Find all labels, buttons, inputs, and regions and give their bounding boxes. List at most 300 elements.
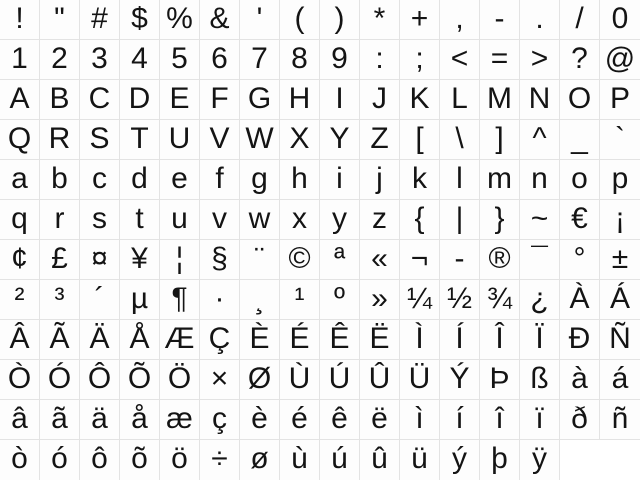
glyph: Ò [7,361,32,395]
glyph-cell[interactable] [40,360,80,400]
glyph-cell[interactable] [80,160,120,200]
glyph: ¨ [254,241,265,275]
glyph-cell[interactable] [400,280,440,320]
glyph: ü [411,442,428,475]
glyph-cell[interactable] [520,360,560,400]
glyph-cell[interactable] [40,200,80,240]
glyph: Â [9,321,30,355]
glyph-cell[interactable] [80,360,120,400]
glyph: Õ [127,361,152,395]
glyph-cell[interactable] [240,440,280,480]
glyph-cell[interactable] [560,200,600,240]
glyph-cell[interactable] [520,440,560,480]
glyph-cell[interactable] [120,400,160,440]
glyph-cell[interactable] [80,440,120,480]
glyph: õ [131,442,148,475]
glyph-cell[interactable] [560,280,600,320]
glyph-cell[interactable] [360,160,400,200]
glyph: & [209,1,230,35]
glyph: J [372,81,387,115]
glyph: y [332,201,347,235]
glyph-cell[interactable] [0,400,40,440]
glyph-cell[interactable] [600,80,640,120]
glyph: 0 [611,1,629,35]
glyph-cell[interactable] [400,400,440,440]
glyph: 2 [51,41,68,75]
glyph: § [211,241,228,275]
glyph-cell[interactable] [560,160,600,200]
glyph: ³ [54,281,65,315]
glyph-cell[interactable] [160,240,200,280]
glyph-cell[interactable] [520,160,560,200]
glyph-cell[interactable] [200,400,240,440]
glyph-cell[interactable] [200,360,240,400]
glyph-cell[interactable] [480,200,520,240]
glyph-cell[interactable] [160,280,200,320]
glyph: Ã [49,321,70,355]
glyph-cell[interactable] [320,320,360,360]
glyph: È [249,321,270,355]
glyph: , [455,1,464,35]
glyph-cell[interactable] [240,40,280,80]
glyph: { [414,201,425,235]
glyph-cell[interactable] [600,280,640,320]
glyph: Ù [288,361,311,395]
glyph-cell[interactable] [120,320,160,360]
glyph-cell[interactable] [400,0,440,40]
glyph-cell[interactable] [440,160,480,200]
glyph: Ì [415,321,424,355]
glyph-cell[interactable] [120,440,160,480]
glyph: Ç [208,321,231,355]
glyph-cell[interactable] [200,320,240,360]
glyph: ß [530,361,549,395]
glyph-cell[interactable] [120,200,160,240]
glyph-row [0,200,640,240]
glyph: l [456,161,463,195]
glyph-cell[interactable] [40,80,80,120]
glyph: ~ [530,201,549,235]
glyph-cell[interactable] [200,440,240,480]
glyph: Û [368,361,391,395]
glyph-cell[interactable] [320,80,360,120]
glyph-cell[interactable] [600,160,640,200]
glyph: M [487,81,512,115]
glyph-cell[interactable] [480,240,520,280]
glyph-cell[interactable] [400,200,440,240]
glyph-cell[interactable] [440,400,480,440]
glyph-cell[interactable] [240,160,280,200]
glyph-cell[interactable] [120,160,160,200]
glyph: Æ [164,321,195,355]
glyph-row [0,400,640,440]
glyph: R [48,121,71,155]
glyph: Ý [449,361,470,395]
glyph-cell[interactable] [520,240,560,280]
glyph-cell[interactable] [280,320,320,360]
glyph-cell[interactable] [280,0,320,40]
glyph-cell[interactable] [280,240,320,280]
glyph: ø [250,442,269,475]
glyph-cell[interactable] [400,120,440,160]
glyph: ÿ [532,442,547,475]
glyph-cell[interactable] [560,120,600,160]
glyph: â [11,401,28,435]
glyph-cell[interactable] [240,80,280,120]
glyph-cell[interactable] [440,320,480,360]
glyph-cell[interactable] [0,360,40,400]
glyph-cell[interactable] [160,320,200,360]
glyph-cell[interactable] [320,0,360,40]
glyph-cell[interactable] [320,240,360,280]
glyph-cell[interactable] [200,120,240,160]
glyph-cell[interactable] [480,160,520,200]
glyph-cell[interactable] [400,360,440,400]
glyph-cell[interactable] [120,40,160,80]
glyph-cell[interactable] [360,280,400,320]
glyph-cell[interactable] [600,320,640,360]
glyph: H [288,81,311,115]
glyph-cell[interactable] [360,0,400,40]
glyph-cell[interactable] [40,400,80,440]
glyph: t [135,201,144,235]
glyph: 9 [331,41,348,75]
glyph-cell[interactable] [200,240,240,280]
glyph: À [569,281,590,315]
glyph-row [0,0,640,40]
glyph-cell[interactable] [480,360,520,400]
glyph-cell[interactable] [80,320,120,360]
glyph-cell[interactable] [440,440,480,480]
glyph-cell[interactable] [80,120,120,160]
glyph-cell[interactable] [120,0,160,40]
glyph-cell[interactable] [320,360,360,400]
glyph-cell[interactable] [200,160,240,200]
glyph-cell[interactable] [280,80,320,120]
glyph-cell[interactable] [480,40,520,80]
glyph-cell[interactable] [320,400,360,440]
glyph: ¢ [11,241,28,275]
glyph: Y [329,121,350,155]
glyph: Ä [89,321,110,355]
glyph-cell[interactable] [560,320,600,360]
glyph: ì [415,401,424,435]
glyph-cell[interactable] [80,280,120,320]
empty-cell [600,440,640,480]
glyph-cell[interactable] [520,320,560,360]
glyph-cell[interactable] [240,120,280,160]
glyph: o [571,161,588,195]
glyph-cell[interactable] [360,400,400,440]
glyph: ° [573,241,586,275]
glyph-cell[interactable] [280,40,320,80]
glyph-cell[interactable] [0,200,40,240]
glyph-cell[interactable] [600,40,640,80]
glyph-cell[interactable] [120,120,160,160]
glyph: 5 [171,41,188,75]
glyph-cell[interactable] [440,80,480,120]
glyph: ' [256,1,263,35]
glyph-cell[interactable] [560,360,600,400]
glyph-cell[interactable] [480,440,520,480]
glyph: á [611,361,629,395]
glyph-cell[interactable] [600,360,640,400]
glyph-cell[interactable] [80,240,120,280]
empty-cell [560,440,600,480]
glyph-cell[interactable] [80,40,120,80]
glyph: D [128,81,151,115]
glyph: ý [452,442,467,475]
glyph-cell[interactable] [0,280,40,320]
glyph: c [92,161,107,195]
glyph-cell[interactable] [320,40,360,80]
glyph-cell[interactable] [240,400,280,440]
glyph: ö [171,442,188,475]
glyph-cell[interactable] [360,320,400,360]
glyph-cell[interactable] [0,240,40,280]
glyph: ä [91,401,108,435]
glyph: Á [609,281,630,315]
glyph: T [130,121,149,155]
glyph-cell[interactable] [480,280,520,320]
glyph: ¯ [531,241,548,275]
glyph-cell[interactable] [560,400,600,440]
glyph: I [335,81,344,115]
glyph-cell[interactable] [0,320,40,360]
glyph: © [288,241,311,275]
glyph-cell[interactable] [400,440,440,480]
glyph-cell[interactable] [40,160,80,200]
glyph-cell[interactable] [80,400,120,440]
glyph: ç [212,401,227,435]
glyph-cell[interactable] [160,0,200,40]
glyph-cell[interactable] [280,200,320,240]
glyph-cell[interactable] [520,80,560,120]
glyph-row [0,160,640,200]
glyph-cell[interactable] [360,120,400,160]
glyph: ó [51,442,68,475]
glyph: w [248,201,271,235]
glyph-cell[interactable] [200,0,240,40]
glyph-cell[interactable] [440,0,480,40]
glyph-cell[interactable] [40,40,80,80]
glyph-cell[interactable] [160,160,200,200]
glyph: ¥ [131,241,148,275]
glyph: Ö [167,361,192,395]
glyph-cell[interactable] [320,120,360,160]
glyph-cell[interactable] [280,280,320,320]
glyph: Ú [328,361,351,395]
glyph: Ø [247,361,272,395]
glyph-cell[interactable] [40,320,80,360]
glyph-cell[interactable] [0,80,40,120]
glyph-cell[interactable] [520,280,560,320]
glyph-cell[interactable] [440,360,480,400]
glyph: ¸ [254,281,265,315]
glyph-cell[interactable] [320,440,360,480]
glyph-cell[interactable] [600,120,640,160]
glyph-cell[interactable] [0,40,40,80]
glyph-cell[interactable] [280,400,320,440]
glyph-cell[interactable] [360,40,400,80]
glyph-cell[interactable] [320,200,360,240]
glyph-cell[interactable] [520,400,560,440]
glyph-cell[interactable] [520,120,560,160]
glyph-cell[interactable] [240,0,280,40]
glyph-cell[interactable] [360,80,400,120]
glyph-cell[interactable] [160,80,200,120]
glyph-cell[interactable] [440,40,480,80]
glyph-cell[interactable] [0,160,40,200]
glyph-cell[interactable] [360,440,400,480]
glyph-cell[interactable] [400,240,440,280]
glyph: _ [571,121,588,155]
glyph-cell[interactable] [400,40,440,80]
glyph: h [291,161,308,195]
glyph: ª [333,241,346,275]
glyph-cell[interactable] [560,0,600,40]
glyph: q [11,201,28,235]
glyph-cell[interactable] [0,0,40,40]
glyph-cell[interactable] [480,0,520,40]
glyph: þ [491,442,508,475]
glyph-cell[interactable] [280,440,320,480]
glyph: - [454,241,465,275]
glyph-cell[interactable] [240,360,280,400]
glyph: · [214,281,225,315]
glyph: ¼ [406,281,433,315]
glyph: n [531,161,548,195]
glyph-cell[interactable] [160,200,200,240]
glyph-cell[interactable] [120,80,160,120]
glyph: ² [14,281,25,315]
glyph: e [171,161,188,195]
glyph-cell[interactable] [200,200,240,240]
glyph-cell[interactable] [240,320,280,360]
glyph-row [0,320,640,360]
glyph-cell[interactable] [440,200,480,240]
glyph: ) [334,1,345,35]
glyph-cell[interactable] [600,200,640,240]
glyph-cell[interactable] [280,120,320,160]
glyph-cell[interactable] [440,120,480,160]
glyph-cell[interactable] [40,280,80,320]
glyph-cell[interactable] [80,80,120,120]
glyph: d [131,161,148,195]
glyph-cell[interactable] [480,80,520,120]
glyph-cell[interactable] [440,280,480,320]
glyph-cell[interactable] [400,320,440,360]
glyph-cell[interactable] [160,400,200,440]
glyph: ½ [446,281,473,315]
glyph: ] [495,121,504,155]
glyph: º [334,281,345,315]
glyph: G [247,81,272,115]
glyph-cell[interactable] [520,40,560,80]
glyph-cell[interactable] [440,240,480,280]
glyph: # [91,1,108,35]
glyph: A [9,81,30,115]
glyph-cell[interactable] [600,0,640,40]
glyph-cell[interactable] [80,0,120,40]
glyph-cell[interactable] [120,280,160,320]
glyph-cell[interactable] [40,0,80,40]
glyph: * [373,1,386,35]
glyph-cell[interactable] [280,360,320,400]
glyph-cell[interactable] [560,80,600,120]
glyph-cell[interactable] [320,160,360,200]
glyph: µ [130,281,149,315]
glyph-cell[interactable] [480,120,520,160]
glyph: $ [131,1,148,35]
glyph-cell[interactable] [120,360,160,400]
glyph-cell[interactable] [520,0,560,40]
glyph-cell[interactable] [200,280,240,320]
glyph-cell[interactable] [160,360,200,400]
glyph-cell[interactable] [400,80,440,120]
glyph-cell[interactable] [360,360,400,400]
glyph-cell[interactable] [480,320,520,360]
glyph: X [289,121,310,155]
glyph: B [49,81,70,115]
glyph-cell[interactable] [360,240,400,280]
glyph-cell[interactable] [160,40,200,80]
glyph: ± [611,241,629,275]
glyph-cell[interactable] [240,240,280,280]
glyph-cell[interactable] [120,240,160,280]
glyph: Ï [535,321,544,355]
glyph-cell[interactable] [160,120,200,160]
glyph-cell[interactable] [520,200,560,240]
glyph-cell[interactable] [360,200,400,240]
glyph: ¿ [530,281,549,315]
glyph: 8 [291,41,308,75]
glyph-cell[interactable] [400,160,440,200]
glyph-row [0,40,640,80]
glyph-cell[interactable] [160,440,200,480]
glyph: ¾ [486,281,513,315]
glyph-cell[interactable] [0,120,40,160]
glyph-cell[interactable] [40,120,80,160]
glyph-cell[interactable] [600,240,640,280]
glyph-cell[interactable] [560,240,600,280]
glyph-cell[interactable] [320,280,360,320]
glyph: j [376,161,383,195]
glyph-cell[interactable] [80,200,120,240]
glyph-cell[interactable] [200,40,240,80]
glyph-cell[interactable] [40,440,80,480]
glyph-cell[interactable] [480,400,520,440]
glyph: ê [331,401,348,435]
glyph: « [371,241,388,275]
glyph-cell[interactable] [560,40,600,80]
glyph: ; [415,41,424,75]
glyph-cell[interactable] [280,160,320,200]
glyph: ( [294,1,305,35]
glyph: £ [51,241,68,275]
glyph: C [88,81,111,115]
glyph-cell[interactable] [200,80,240,120]
glyph: ! [15,1,24,35]
glyph-cell[interactable] [600,400,640,440]
glyph-cell[interactable] [40,240,80,280]
glyph-cell[interactable] [240,200,280,240]
glyph-cell[interactable] [0,440,40,480]
glyph: v [212,201,227,235]
glyph: m [487,161,512,195]
glyph: - [494,1,505,35]
glyph-cell[interactable] [240,280,280,320]
